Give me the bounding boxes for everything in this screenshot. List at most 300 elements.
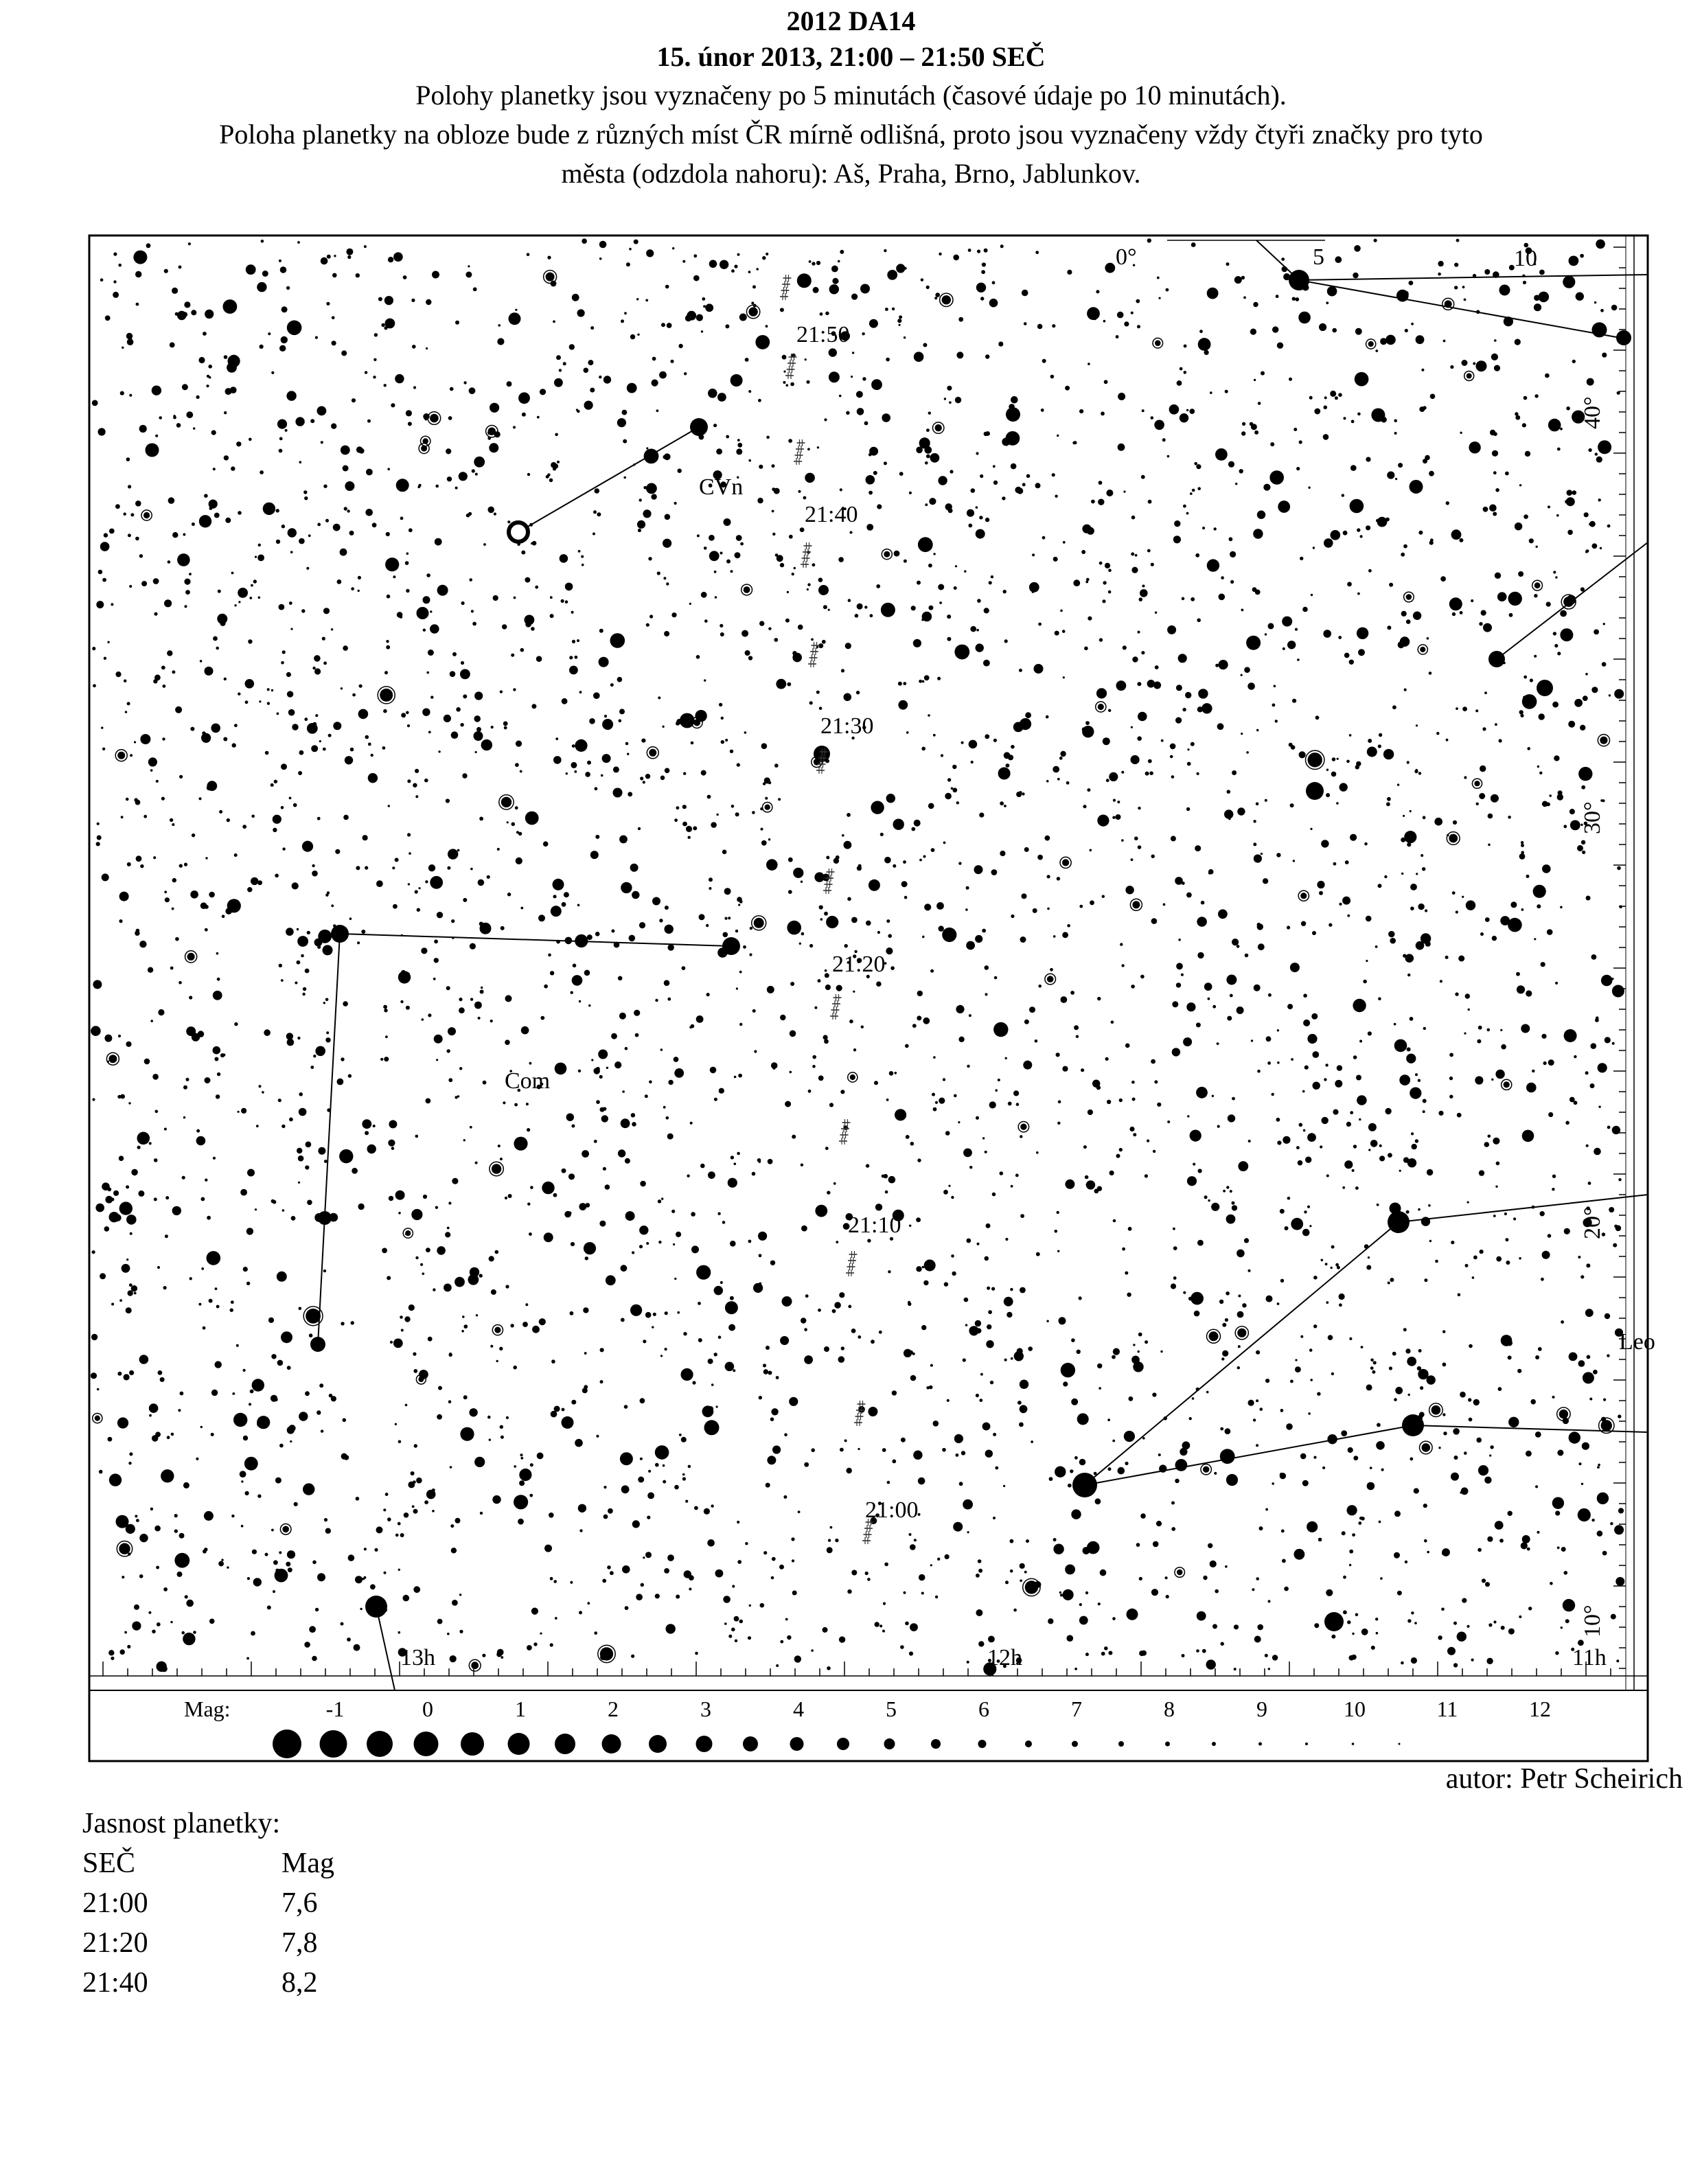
star — [1237, 1329, 1246, 1337]
star — [1546, 602, 1551, 607]
star — [425, 880, 428, 883]
star — [92, 400, 98, 406]
star — [745, 650, 750, 656]
star — [923, 855, 926, 858]
star — [892, 308, 895, 310]
star — [1506, 1261, 1510, 1265]
star — [870, 614, 873, 617]
star — [288, 709, 295, 716]
star — [136, 1519, 139, 1522]
star — [1611, 305, 1618, 311]
star — [407, 833, 411, 836]
star — [509, 312, 521, 325]
star — [942, 928, 956, 942]
star — [451, 731, 459, 739]
star — [470, 943, 476, 950]
star — [289, 1118, 293, 1122]
star — [985, 354, 989, 358]
star — [719, 1088, 724, 1094]
star — [864, 422, 869, 426]
star — [230, 387, 237, 393]
star — [579, 1611, 582, 1614]
star — [415, 1135, 419, 1138]
star — [1601, 1420, 1612, 1431]
star — [156, 780, 159, 783]
star — [1376, 1441, 1385, 1450]
star — [469, 578, 472, 582]
star — [1276, 853, 1280, 857]
star — [420, 1263, 423, 1266]
star — [1485, 917, 1490, 922]
star — [702, 1405, 714, 1417]
star — [411, 1209, 422, 1220]
star — [1515, 522, 1522, 530]
brightness-row — [82, 1923, 334, 1963]
star — [306, 567, 309, 570]
star — [667, 998, 671, 1001]
star — [1173, 1228, 1175, 1230]
star — [281, 1125, 285, 1128]
star — [1272, 326, 1278, 332]
star — [1449, 1077, 1453, 1080]
star — [207, 1251, 221, 1265]
star — [1055, 631, 1059, 636]
star — [1062, 932, 1068, 938]
star — [759, 465, 763, 469]
star — [825, 973, 829, 978]
star — [1028, 1346, 1033, 1351]
star — [1313, 1276, 1318, 1280]
star — [1435, 1260, 1438, 1263]
asteroid-position-marker — [808, 642, 820, 667]
star — [1307, 1521, 1318, 1532]
star — [1462, 286, 1465, 288]
star — [676, 806, 680, 809]
star — [1343, 1576, 1346, 1579]
star — [698, 1302, 701, 1305]
star — [840, 1090, 844, 1094]
star — [1359, 1118, 1361, 1120]
star — [1019, 669, 1022, 672]
star — [100, 542, 110, 551]
star — [1319, 891, 1323, 895]
star — [1484, 1477, 1491, 1484]
star — [1206, 1391, 1209, 1394]
star — [480, 1512, 483, 1515]
star — [383, 1005, 387, 1009]
star — [844, 944, 848, 947]
star — [636, 298, 639, 300]
star — [487, 875, 490, 879]
star — [134, 1292, 137, 1295]
star — [1072, 441, 1076, 445]
star — [1065, 1565, 1075, 1575]
star — [128, 1462, 131, 1464]
star — [343, 645, 348, 651]
star — [584, 1352, 587, 1355]
star — [245, 1491, 249, 1495]
star — [317, 406, 327, 416]
star — [1552, 1396, 1555, 1399]
brightness-mag: 7,6 — [281, 1887, 318, 1919]
star — [685, 315, 692, 322]
star — [1498, 1387, 1502, 1391]
star — [1410, 1017, 1414, 1021]
vir-line — [376, 1607, 395, 1690]
star — [884, 249, 886, 252]
star — [884, 1563, 888, 1567]
star — [900, 1645, 904, 1649]
star — [787, 682, 791, 687]
star — [126, 333, 133, 339]
star — [770, 1417, 774, 1421]
star — [1313, 1082, 1320, 1090]
star — [1399, 1074, 1410, 1085]
star — [181, 1631, 185, 1635]
star — [1118, 1467, 1125, 1475]
star — [880, 833, 884, 836]
star — [183, 1482, 189, 1488]
star — [1104, 380, 1108, 384]
star — [398, 1569, 400, 1571]
star — [165, 897, 170, 902]
star — [214, 513, 220, 518]
star — [1451, 1241, 1454, 1244]
star — [955, 397, 961, 403]
star — [663, 1480, 666, 1484]
star — [341, 687, 343, 689]
star — [708, 389, 717, 398]
star — [448, 1400, 452, 1403]
star — [1595, 452, 1598, 455]
star — [627, 383, 637, 393]
star — [1552, 1188, 1554, 1191]
star — [757, 498, 763, 503]
star — [299, 1092, 303, 1096]
star — [1258, 943, 1265, 950]
star — [461, 661, 464, 665]
star — [318, 1147, 325, 1155]
star — [1554, 755, 1559, 761]
star — [1278, 501, 1290, 513]
star — [1569, 1353, 1578, 1361]
star — [1063, 1381, 1068, 1386]
star — [728, 917, 731, 919]
star — [883, 1602, 886, 1605]
star — [964, 1298, 969, 1302]
star — [1397, 1591, 1402, 1596]
star — [1469, 1418, 1473, 1422]
star — [820, 918, 823, 921]
star — [720, 552, 723, 555]
star — [1022, 894, 1026, 898]
asteroid-path — [780, 275, 874, 1544]
star — [1345, 860, 1349, 864]
star — [267, 1605, 271, 1609]
star — [1022, 290, 1028, 297]
star — [838, 557, 844, 562]
star — [1561, 1547, 1566, 1552]
star — [1508, 1417, 1519, 1427]
star — [724, 888, 731, 895]
star — [1230, 994, 1233, 998]
time-label-2110: 21:10 — [848, 1212, 901, 1238]
star — [1489, 505, 1497, 512]
star — [665, 514, 671, 520]
star — [1522, 694, 1537, 709]
star — [1003, 590, 1007, 593]
star — [1495, 573, 1501, 579]
star — [1534, 655, 1537, 658]
star — [954, 586, 957, 590]
star — [728, 1178, 737, 1188]
star — [925, 461, 928, 465]
star — [1227, 1016, 1232, 1021]
star — [233, 1413, 247, 1427]
star — [351, 1321, 354, 1324]
star — [971, 761, 974, 763]
star — [884, 461, 887, 465]
star — [1534, 303, 1541, 311]
bright-star — [1289, 270, 1309, 290]
star — [555, 433, 558, 437]
star — [416, 1478, 422, 1484]
star — [408, 883, 410, 885]
star — [1096, 290, 1099, 293]
star — [1408, 1394, 1410, 1396]
star — [1136, 299, 1140, 303]
star — [321, 441, 323, 444]
star — [251, 1631, 255, 1636]
star — [1464, 776, 1467, 779]
star — [258, 597, 261, 599]
star — [622, 1090, 625, 1093]
star — [804, 1462, 809, 1467]
star — [1077, 1350, 1081, 1354]
star — [1459, 538, 1463, 542]
star — [963, 1149, 972, 1158]
star — [324, 1518, 327, 1521]
star — [818, 577, 823, 582]
star — [332, 316, 335, 319]
star — [447, 1227, 450, 1230]
star — [1197, 1240, 1204, 1246]
star — [1015, 1174, 1019, 1177]
star — [98, 570, 103, 575]
star — [1403, 544, 1407, 549]
star — [690, 1122, 693, 1125]
star — [111, 1303, 114, 1306]
star — [923, 1280, 928, 1285]
star — [724, 1622, 727, 1625]
star — [1407, 974, 1410, 976]
star — [969, 740, 978, 749]
star — [1237, 1007, 1244, 1014]
star — [525, 1303, 528, 1306]
star — [921, 1325, 926, 1330]
star — [571, 762, 577, 768]
star — [1125, 1462, 1128, 1465]
star — [812, 1065, 816, 1068]
star — [1445, 956, 1449, 959]
mag-scale-value: 12 — [1529, 1697, 1551, 1721]
star — [820, 312, 823, 316]
star — [1405, 1348, 1410, 1353]
star — [149, 1414, 152, 1417]
star — [139, 1355, 149, 1364]
star — [1206, 1659, 1216, 1669]
star — [1460, 432, 1462, 434]
star — [643, 781, 645, 783]
bright-star — [1324, 1612, 1344, 1631]
star — [332, 273, 337, 278]
star — [995, 1089, 998, 1092]
star — [1232, 770, 1237, 775]
star — [1586, 1263, 1590, 1267]
star — [985, 1453, 988, 1456]
star — [629, 935, 636, 942]
dec-label-10: 10° — [1580, 1605, 1605, 1637]
star — [776, 1664, 779, 1667]
star — [384, 296, 393, 305]
star — [281, 979, 284, 982]
star — [1521, 844, 1524, 847]
star — [1303, 993, 1307, 998]
star — [1200, 1088, 1203, 1090]
star — [555, 1063, 567, 1075]
star — [914, 820, 921, 827]
star — [1151, 1059, 1155, 1064]
star — [614, 1061, 621, 1068]
star — [413, 783, 417, 788]
star — [1238, 1345, 1241, 1348]
star — [275, 1569, 288, 1583]
star — [993, 465, 996, 468]
star — [287, 691, 293, 697]
star — [128, 533, 131, 537]
star — [125, 711, 127, 713]
star — [939, 1098, 945, 1104]
star — [904, 896, 908, 899]
star — [1477, 1039, 1481, 1044]
star — [1528, 1607, 1532, 1610]
star — [1325, 1064, 1328, 1066]
star — [129, 1283, 133, 1287]
star — [550, 971, 554, 975]
star — [297, 1148, 302, 1153]
star — [1123, 491, 1125, 493]
star — [664, 631, 669, 636]
star — [748, 459, 751, 462]
star — [1098, 1602, 1101, 1605]
star — [704, 547, 707, 550]
star — [978, 1559, 982, 1563]
star — [590, 326, 594, 330]
star — [1532, 1070, 1534, 1072]
star — [448, 1078, 452, 1082]
star — [196, 1458, 198, 1460]
star — [1004, 1297, 1013, 1307]
star — [875, 1204, 882, 1210]
star — [1138, 845, 1142, 849]
star — [1254, 430, 1258, 435]
star — [895, 1109, 906, 1120]
star — [326, 1031, 329, 1034]
star — [1508, 1511, 1513, 1516]
star — [1572, 490, 1577, 495]
star — [572, 975, 583, 986]
star — [282, 1209, 285, 1212]
star — [170, 1621, 172, 1623]
star — [760, 1603, 765, 1608]
star — [861, 1026, 864, 1028]
star — [677, 1311, 680, 1314]
star — [1563, 825, 1567, 828]
star — [423, 1195, 427, 1199]
star — [709, 535, 715, 541]
star — [1137, 736, 1142, 741]
star — [129, 1370, 134, 1375]
star — [1167, 625, 1176, 634]
star — [325, 1528, 331, 1534]
star — [97, 823, 100, 825]
star — [540, 1633, 542, 1635]
star — [385, 1493, 389, 1496]
star — [1000, 801, 1004, 805]
star — [772, 510, 774, 513]
star — [1191, 1292, 1204, 1305]
star — [976, 529, 985, 539]
star — [1344, 653, 1350, 658]
star — [1241, 674, 1243, 676]
star — [720, 260, 728, 269]
star — [1350, 834, 1357, 841]
star — [992, 281, 996, 284]
star — [309, 1626, 316, 1633]
star — [910, 1544, 916, 1550]
star — [594, 1140, 597, 1143]
star — [596, 1435, 599, 1438]
star — [111, 1198, 114, 1202]
star — [652, 380, 658, 387]
star — [665, 1348, 667, 1350]
star — [700, 1164, 705, 1169]
star — [721, 740, 724, 744]
star — [139, 425, 147, 433]
star — [1079, 409, 1083, 413]
star — [620, 1452, 633, 1465]
star — [1242, 422, 1245, 426]
star — [682, 966, 686, 970]
star — [1581, 840, 1585, 844]
star — [956, 352, 963, 358]
star — [737, 897, 742, 902]
star — [1020, 936, 1026, 943]
star — [1151, 855, 1155, 858]
star — [617, 418, 626, 427]
star — [772, 1445, 781, 1453]
star — [521, 551, 525, 555]
star — [939, 253, 941, 255]
star — [790, 1031, 796, 1037]
star — [1537, 766, 1539, 768]
star — [1059, 757, 1063, 760]
star — [393, 904, 398, 909]
star — [1518, 571, 1523, 577]
star — [434, 939, 438, 943]
star — [325, 998, 329, 1002]
mag-scale-dot — [884, 1738, 895, 1749]
